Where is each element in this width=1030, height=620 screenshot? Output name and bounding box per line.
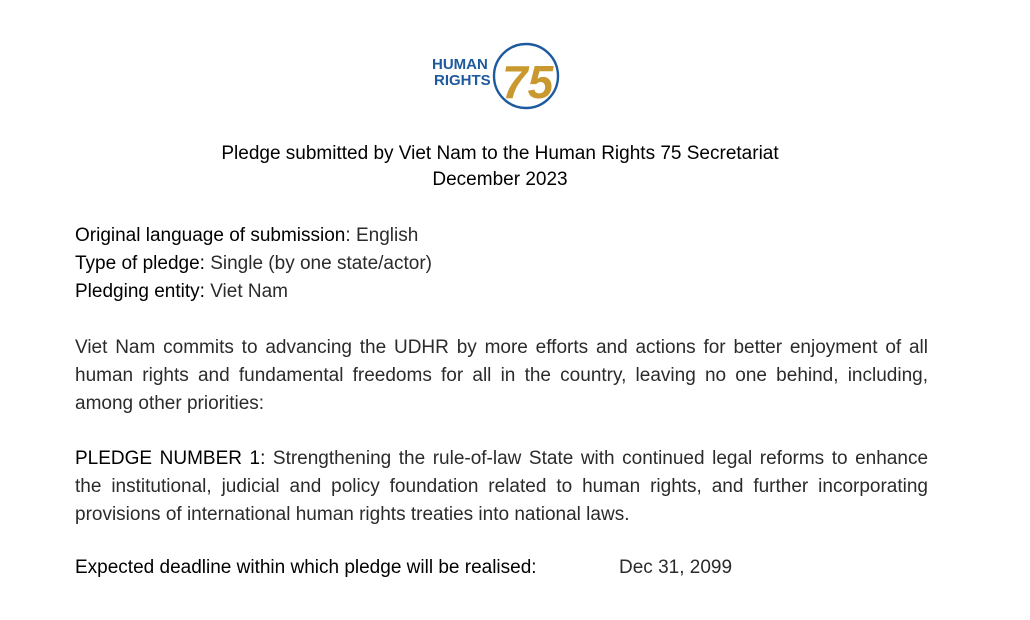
- intro-paragraph: Viet Nam commits to advancing the UDHR by more efforts and actions for better enjoyment of all human rights and fundamental freedoms for all in the country, leaving no one behind, including, among other priorities:: [75, 337, 928, 414]
- pledge-heading: Pledge submitted by Viet Nam to the Human Rights 75 Secretariat: [221, 143, 779, 164]
- logo-graphic: [430, 40, 570, 115]
- pledge-number-label: PLEDGE NUMBER 1:: [75, 448, 266, 469]
- logo-number-75: 75: [502, 56, 554, 108]
- pledge-type-value: Single (by one state/actor): [204, 253, 433, 274]
- logo-text-rights: RIGHTS: [434, 72, 491, 89]
- logo-text-human: HUMAN: [432, 56, 488, 73]
- deadline-label: Expected deadline within which pledge will be realised:: [75, 557, 537, 578]
- pledging-entity-row: [75, 278, 288, 306]
- pledge-date: December 2023: [432, 169, 568, 190]
- pledging-entity-label: Pledging entity:: [75, 281, 205, 302]
- language-value: English: [350, 225, 419, 246]
- pledge-text: Strengthening the rule-of-law State with continued legal reforms to enhance the institutional, judicial and policy foundation related to human rights, and further incorporating provisions of international human rights treaties into national laws.: [75, 448, 929, 525]
- language-sep: :: [345, 225, 351, 246]
- language-label: Original language of submission: [75, 225, 346, 246]
- human-rights-75-logo: [430, 40, 570, 115]
- pledge-type-label: Type of pledge:: [75, 253, 205, 274]
- pledge-type-row: [75, 250, 432, 278]
- language-row: [75, 222, 418, 250]
- deadline-value: Dec 31, 2099: [619, 557, 733, 578]
- deadline-row: [75, 554, 733, 582]
- pledge-paragraph: [75, 445, 928, 529]
- pledging-entity-value: Viet Nam: [204, 281, 288, 302]
